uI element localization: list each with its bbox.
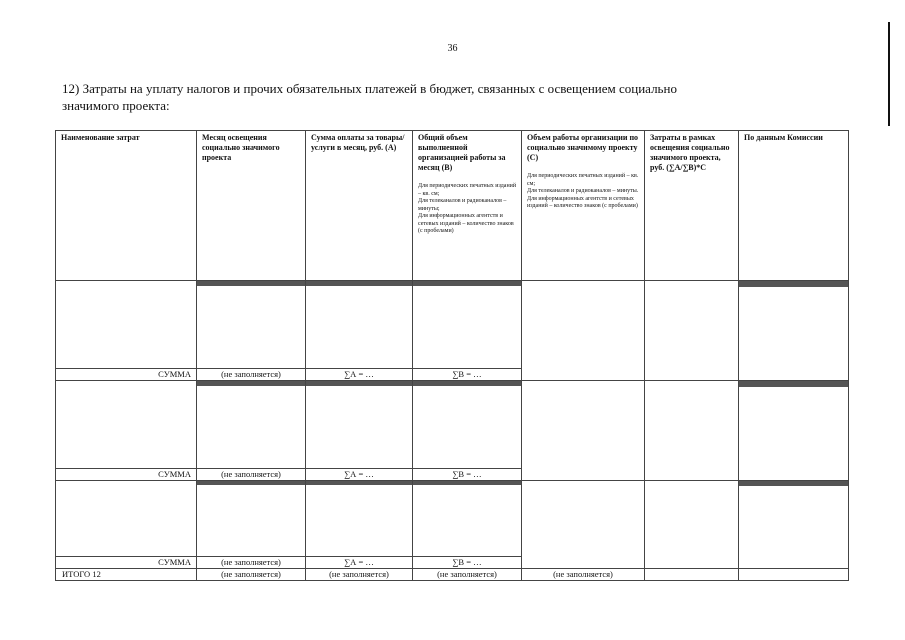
project-volume-cell [522, 381, 645, 481]
sum-month: (не заполняется) [197, 557, 306, 569]
payment-cell [306, 381, 413, 469]
cost-name-cell [56, 281, 197, 369]
section-heading [62, 80, 846, 114]
volume-cell [413, 281, 522, 369]
project-costs-cell [645, 281, 739, 381]
costs-table [55, 130, 849, 581]
sum-b: ∑В = … [413, 469, 522, 481]
header-total-volume [413, 131, 522, 281]
total-row [56, 569, 849, 581]
total-col4: (не заполняется) [413, 569, 522, 581]
project-volume-cell [522, 481, 645, 569]
header-project-volume [522, 131, 645, 281]
total-col3: (не заполняется) [306, 569, 413, 581]
sum-a: ∑А = … [306, 557, 413, 569]
header-row [56, 131, 849, 281]
commission-cell [739, 381, 849, 481]
header-project-costs: Затраты в рамках освещения социально значимого проекта, руб. (∑А/∑В)*С [645, 131, 739, 281]
sum-label: СУММА [56, 369, 197, 381]
table-row [56, 281, 849, 369]
page-number: 36 [447, 43, 458, 54]
note-line: Для телеканалов и радиоканалов – минуты. [527, 188, 639, 194]
header-total-volume-title: Общий объем выполненной организацией работы за месяц (В) [418, 133, 506, 172]
month-cell [197, 381, 306, 469]
sum-a: ∑А = … [306, 369, 413, 381]
month-cell [197, 281, 306, 369]
sum-month: (не заполняется) [197, 469, 306, 481]
header-project-volume-note [527, 173, 640, 211]
payment-cell [306, 481, 413, 557]
header-project-volume-title: Объем работы организации по социально значимому проекту (С) [527, 133, 639, 162]
cost-name-cell [56, 481, 197, 557]
total-col6 [645, 569, 739, 581]
project-costs-cell [645, 481, 739, 569]
sum-label: СУММА [56, 557, 197, 569]
heading-line-1: 12) Затраты на уплату налогов и прочих обязательных платежей в бюджет, связанных с освещением социально [62, 81, 677, 96]
volume-cell [413, 381, 522, 469]
commission-cell [739, 481, 849, 569]
total-col2: (не заполняется) [197, 569, 306, 581]
sum-b: ∑В = … [413, 369, 522, 381]
total-col5: (не заполняется) [522, 569, 645, 581]
note-line: Для периодических печатных изданий – кв. см; [418, 183, 517, 197]
header-commission: По данным Комиссии [739, 131, 849, 281]
table-row [56, 381, 849, 469]
project-costs-cell [645, 381, 739, 481]
note-line: Для информационных агентств и сетевых изданий – количество знаков (с пробелами) [527, 195, 638, 209]
sum-label: СУММА [56, 469, 197, 481]
sum-a: ∑А = … [306, 469, 413, 481]
cost-name-cell [56, 381, 197, 469]
note-line: Для периодических печатных изданий – кв. см; [527, 173, 639, 187]
month-cell [197, 481, 306, 557]
project-volume-cell [522, 281, 645, 381]
heading-line-2: значимого проекта: [62, 98, 170, 113]
margin-rule [888, 22, 890, 126]
payment-cell [306, 281, 413, 369]
header-month: Месяц освещения социально значимого проекта [197, 131, 306, 281]
header-cost-name: Наименование затрат [56, 131, 197, 281]
note-line: Для информационных агентств и сетевых изданий – количество знаков (с пробелами) [418, 213, 514, 234]
header-total-volume-note [418, 183, 517, 236]
total-col7 [739, 569, 849, 581]
total-label: ИТОГО 12 [56, 569, 197, 581]
table-row [56, 481, 849, 557]
sum-month: (не заполняется) [197, 369, 306, 381]
header-payment-sum: Сумма оплаты за товары/услуги в месяц, руб. (А) [306, 131, 413, 281]
sum-b: ∑В = … [413, 557, 522, 569]
commission-cell [739, 281, 849, 381]
note-line: Для телеканалов и радиоканалов – минуты; [418, 198, 507, 212]
volume-cell [413, 481, 522, 557]
